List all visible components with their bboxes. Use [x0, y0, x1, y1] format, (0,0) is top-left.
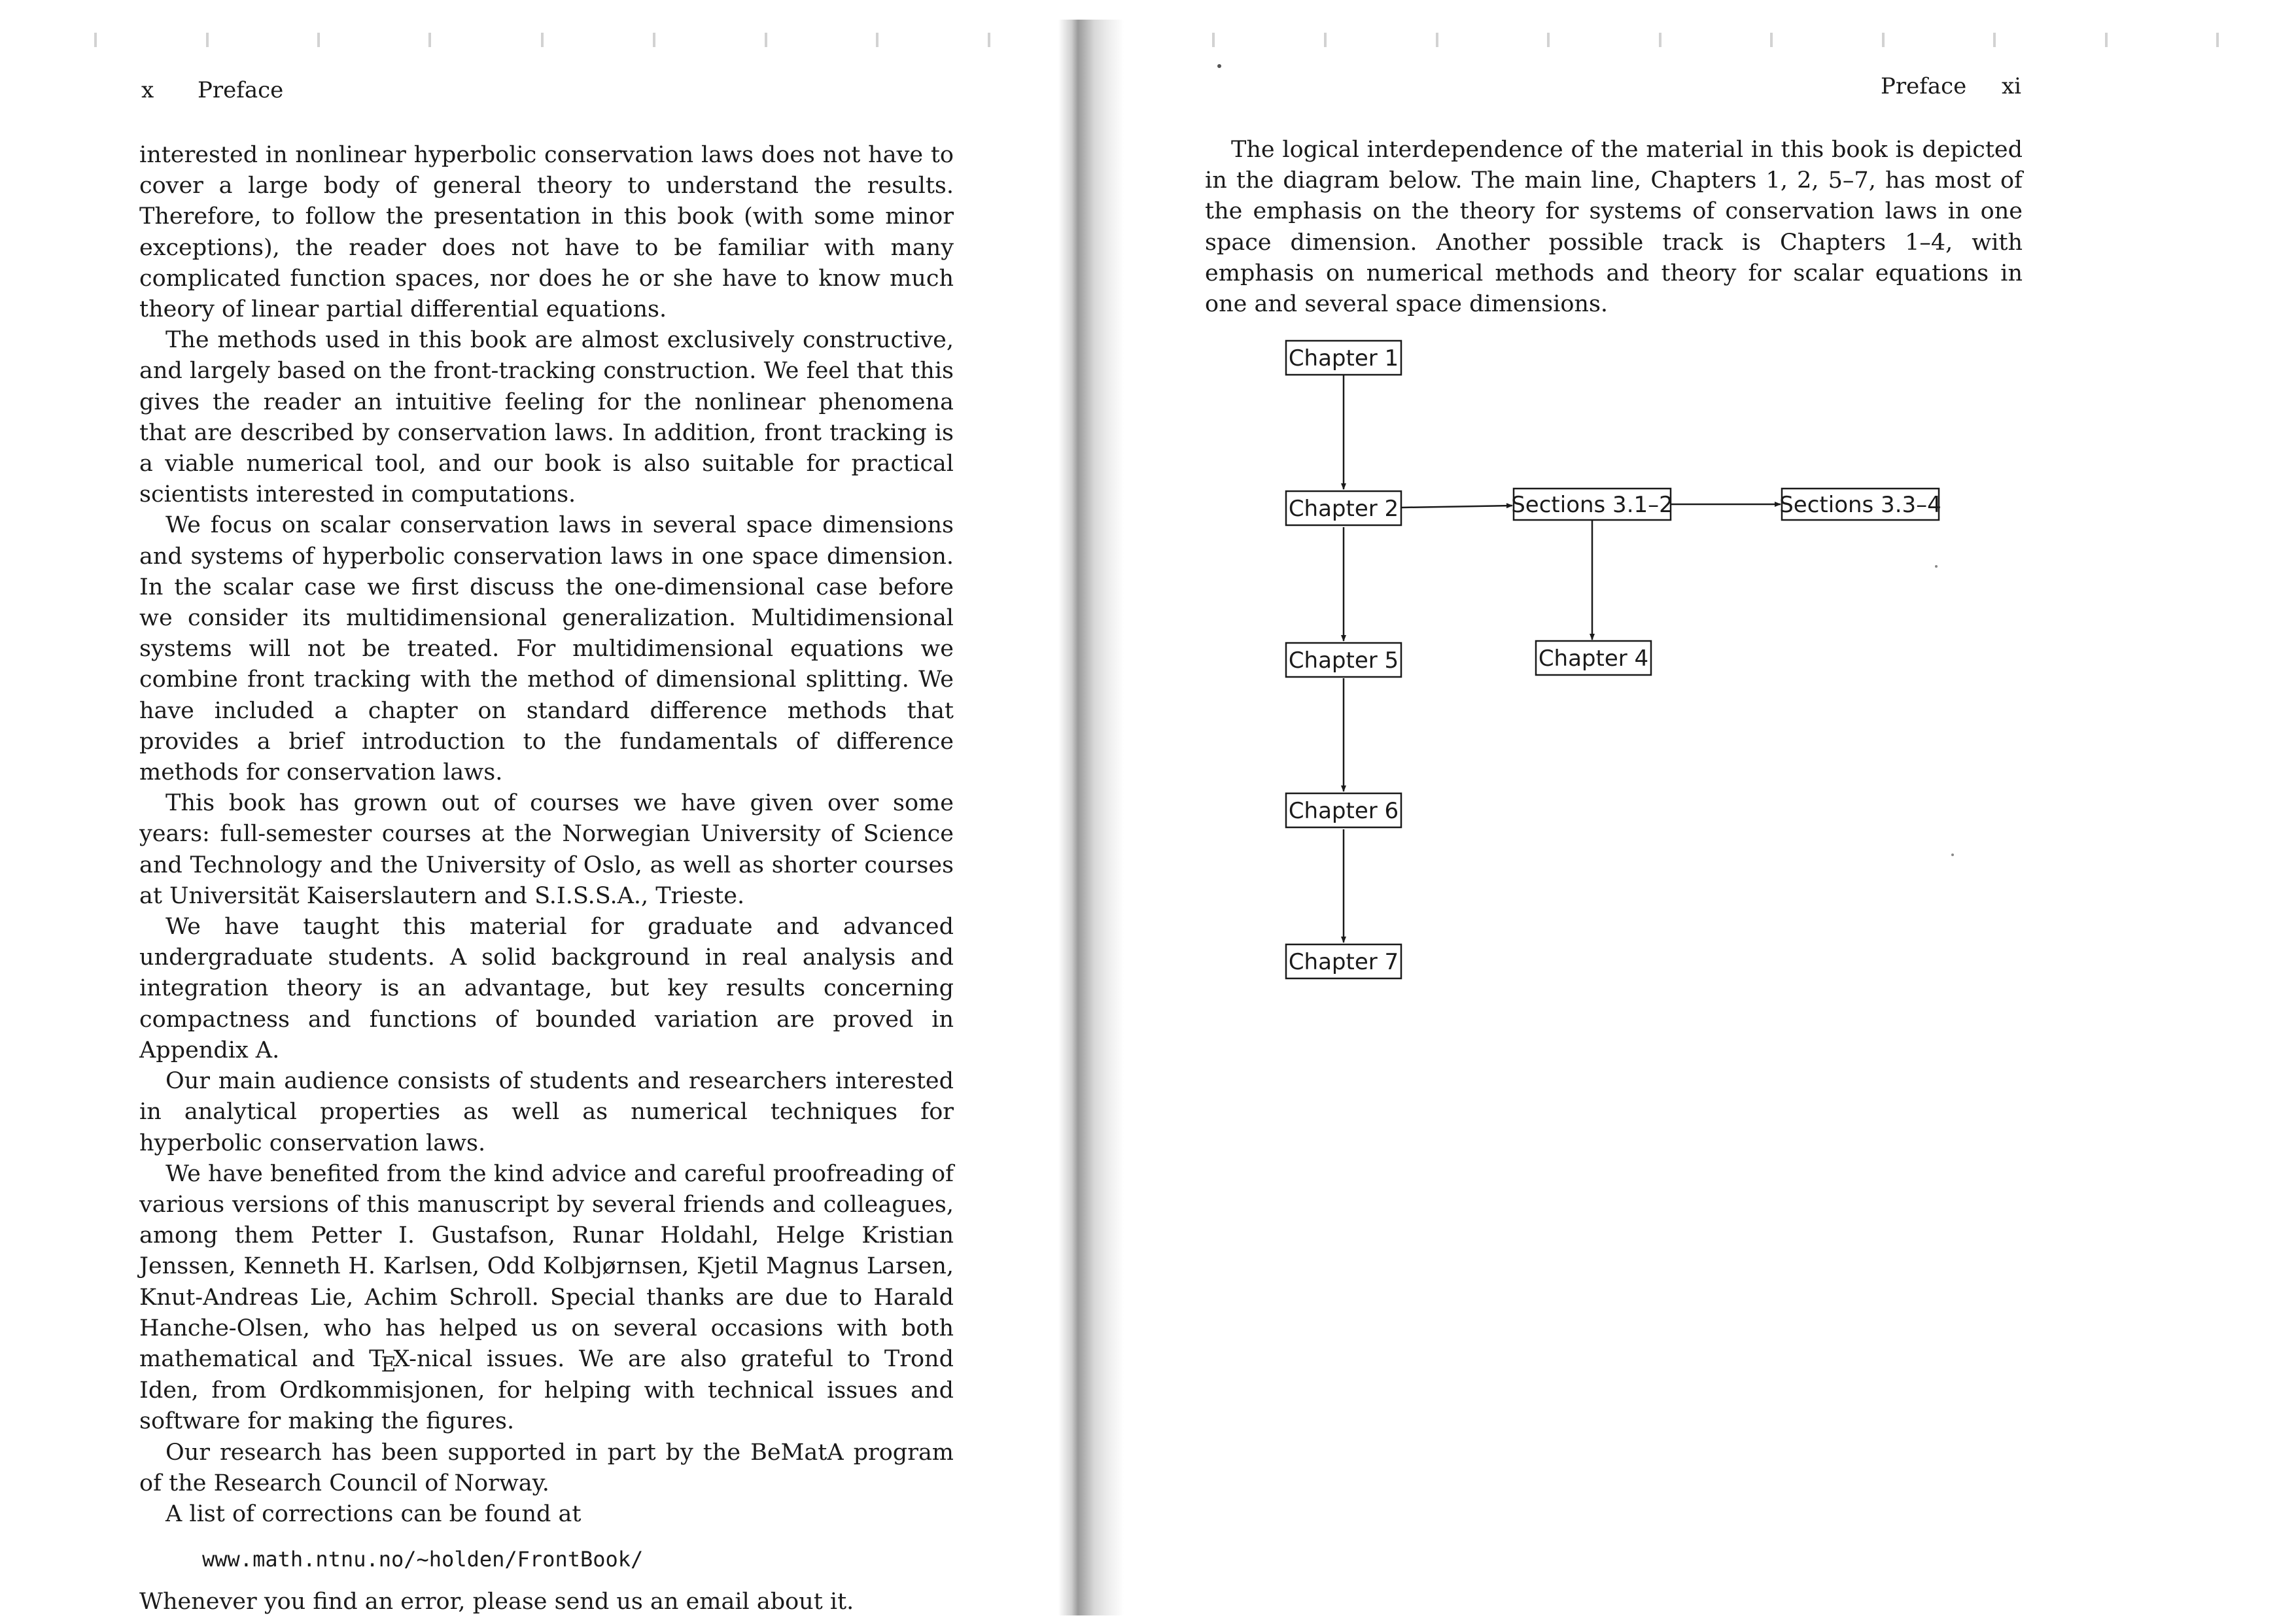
paragraph: interested in nonlinear hyperbolic conservation laws does not have to cover a large body of general theory to understand the results. Therefore, to follow the presentation in this book (with some minor exceptions), the reader does not have to be familiar with many complicated function spaces, nor does he or she have to know much theory of linear partial differential equations. [139, 142, 954, 323]
closing-sentence: Whenever you find an error, please send us an email about it. [139, 1589, 854, 1615]
scan-speck [1951, 854, 1954, 856]
diagram-node-sections-3-1-2 [1511, 489, 1673, 520]
diagram-node-chapter2 [1286, 491, 1401, 525]
tex-logo: TEX [369, 1345, 409, 1377]
diagram-node-chapter4 [1536, 641, 1651, 675]
acknowledgements-text-end: -nical issues. We are also grateful to Trond Iden, from Ordkommisjonen, for helping with technical issues and software for making the figures. [139, 1345, 954, 1435]
node-label-chapter6: Chapter 6 [1288, 798, 1399, 824]
node-label-sections-3-3-4: Sections 3.3–4 [1779, 492, 1941, 518]
right-page-number: xi [2002, 73, 2022, 99]
scan-speck [1935, 565, 1938, 568]
right-running-title: Preface [1881, 73, 1967, 99]
paragraph: Our main audience consists of students and researchers interested in analytical properties as well as numerical techniques for hyperbolic conservation laws. [139, 1068, 954, 1156]
paragraph: The methods used in this book are almost exclusively constructive, and largely based on the front-tracking construction. We feel that this gives the reader an intuitive feeling for the nonlinear phenomena that are described by conservation laws. In addition, front tracking is a viable numerical tool, and our book is also suitable for practical scientists interested in computations. [139, 327, 954, 508]
corrections-url[interactable]: www.math.ntnu.no/~holden/FrontBook/ [202, 1547, 644, 1572]
node-label-chapter7: Chapter 7 [1288, 949, 1399, 975]
left-running-title: Preface [198, 77, 284, 103]
corrections-intro: A list of corrections can be found at [165, 1500, 582, 1527]
scan-speck [1217, 64, 1221, 68]
diagram-node-sections-3-3-4 [1779, 489, 1941, 520]
left-page-number: x [141, 77, 154, 103]
support-paragraph: Our research has been supported in part by the BeMatA program of the Research Council of Norway. [139, 1439, 954, 1496]
diagram-node-chapter6 [1286, 793, 1401, 827]
paragraph: We focus on scalar conservation laws in several space dimensions and systems of hyperbolic conservation laws in one space dimension. In the scalar case we first discuss the one-dimensional case before we consider its multidimensional generalization. Multidimensional systems will not be treated. For multidimensional equations we combine front tracking with the method of dimensional splitting. We have included a chapter on standard difference methods that provides a brief introduction to the fundamentals of difference methods for conservation laws. [139, 512, 954, 786]
diagram-node-chapter7 [1286, 944, 1401, 978]
diagram-node-chapter5 [1286, 643, 1401, 677]
node-label-chapter1: Chapter 1 [1288, 345, 1399, 371]
node-label-chapter2: Chapter 2 [1288, 496, 1399, 522]
node-label-chapter5: Chapter 5 [1288, 647, 1399, 674]
paragraph: We have taught this material for graduate and advanced undergraduate students. A solid background in real analysis and integration theory is an advantage, but key results concerning compactness and functions of bounded variation are proved in Appendix A. [139, 914, 954, 1063]
paragraph: This book has grown out of courses we have given over some years: full-semester courses at the Norwegian University of Science and Technology and the University of Oslo, as well as shorter courses at Universität Kaiserslautern and S.I.S.S.A., Trieste. [139, 790, 954, 909]
edge-chapter2-sections31 [1401, 506, 1512, 508]
diagram-intro: The logical interdependence of the material in this book is depicted in the diagram below. The main line, Chapters 1, 2, 5–7, has most of the emphasis on the theory for systems of conservation laws in one space dimension. Another possible track is Chapters 1–4, with emphasis on numerical methods and theory for scalar equations in one and several space dimensions. [1205, 137, 2023, 318]
acknowledgements-text: We have benefited from the kind advice and careful proofreading of various versions of this manuscript by several friends and colleagues, among them Petter I. Gustafson, Runar Holdahl, Helge Kristian Jenssen, Kenneth H. Karlsen, Odd Kolbjørnsen, Kjetil Magnus Larsen, Knut-Andreas Lie, Achim Schroll. Special thanks are due to Harald Hanche-Olsen, who has helped us on several occasions with both mathematical and [139, 1160, 954, 1372]
node-label-chapter4: Chapter 4 [1538, 646, 1649, 672]
diagram-node-chapter1 [1286, 341, 1401, 375]
node-label-sections-3-1-2: Sections 3.1–2 [1511, 492, 1673, 518]
